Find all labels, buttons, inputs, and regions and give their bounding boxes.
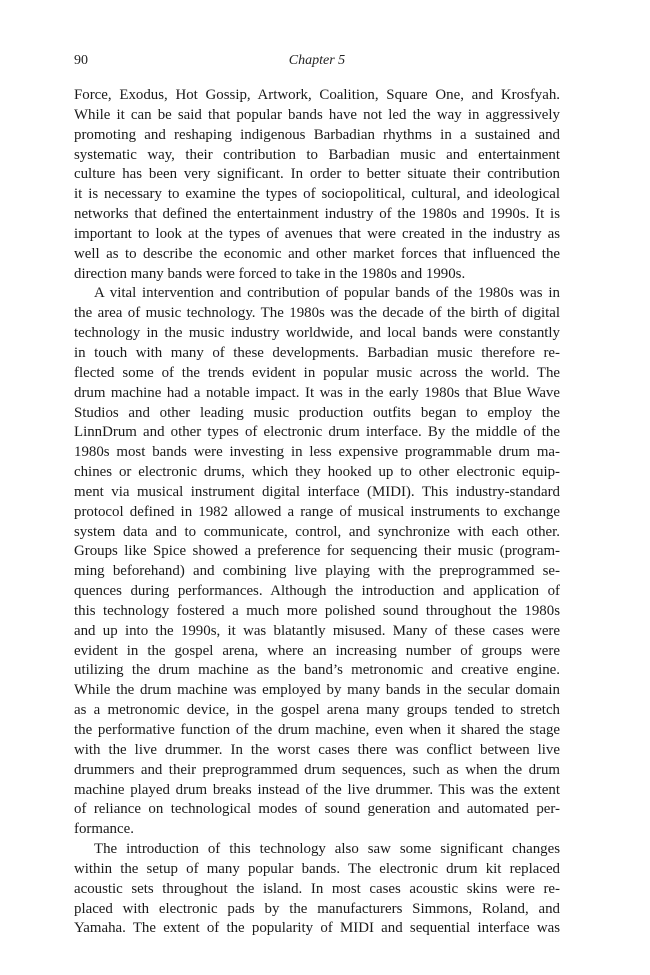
text-line: machine played drum breaks instead of the live drummer. This was the extent [74,781,560,798]
text-line: networks that defined the entertainment industry of the 1980s and 1990s. It is [74,206,560,223]
text-line: ming beforehand) and combining live playing with the preprogrammed se- [74,563,560,580]
text-line: the performative function of the drum machine, even when it shared the stage [74,722,560,738]
page-number: 90 [74,53,88,68]
text-line: A vital intervention and contribution of popular bands of the 1980s was in [94,285,560,302]
text-line: protocol defined in 1982 allowed a range of musical instruments to exchange [74,503,560,520]
text-line: evident in the gospel arena, where an increasing number of groups were [74,642,560,659]
text-line: culture has been very significant. In order to better situate their contribution [74,166,560,183]
body-text [74,86,560,939]
text-line: formance. [74,821,134,838]
text-line: While the drum machine was employed by many bands in the secular domain [74,682,560,699]
text-line: chines or electronic drums, which they hooked up to other electronic equip- [74,464,560,481]
text-line: flected some of the trends evident in popular music across the world. The [74,364,560,381]
text-line: it is necessary to examine the types of sociopolitical, cultural, and ideological [74,186,560,203]
text-line: promoting and reshaping indigenous Barbadian rhythms in a sustained and [74,126,560,143]
page-header [74,53,560,73]
text-line: direction many bands were forced to take in the 1980s and 1990s. [74,265,466,282]
text-line: drum machine had a notable impact. It was in the early 1980s that Blue Wave [74,384,560,401]
text-line: placed with electronic pads by the manufacturers Simmons, Roland, and [74,900,560,917]
text-line: Yamaha. The extent of the popularity of MIDI and sequential interface was [74,920,560,937]
text-line: important to look at the types of avenues that were created in the industry as [74,225,560,242]
text-line: While it can be said that popular bands have not led the way in aggressively [74,106,560,123]
text-line: Groups like Spice showed a preference for sequencing their music (program- [74,543,560,560]
text-line: as a metronomic device, in the gospel arena many groups tended to stretch [74,702,560,719]
text-line: within the setup of many popular bands. The electronic drum kit replaced [74,860,560,877]
text-line: The introduction of this technology also saw some significant changes [94,841,560,858]
text-line: 1980s most bands were investing in less expensive programmable drum ma- [74,444,560,461]
text-line: utilizing the drum machine as the band’s metronomic and creative engine. [74,662,560,679]
text-line: quences during performances. Although the introduction and application of [74,583,560,600]
text-line: acoustic sets throughout the island. In most cases acoustic skins were re- [74,880,560,897]
text-line: systematic way, their contribution to Barbadian music and entertainment [74,146,560,163]
text-line: Studios and other leading music production outfits began to employ the [74,404,560,421]
text-line: system data and to communicate, control, and synchronize with each other. [74,523,560,540]
text-line: and up into the 1990s, it was blatantly misused. Many of these cases were [74,622,560,639]
text-line: the area of music technology. The 1980s was the decade of the birth of digital [74,305,560,322]
text-line: this technology fostered a much more polished sound throughout the 1980s [74,602,560,619]
running-head: Chapter 5 [288,53,346,68]
text-line: technology in the music industry worldwide, and local bands were constantly [74,325,560,342]
text-line: in touch with many of these developments. Barbadian music therefore re- [74,344,560,361]
text-line: LinnDrum and other types of electronic drum interface. By the middle of the [74,424,560,441]
text-line: of reliance on technological modes of sound generation and automated per- [74,801,560,818]
text-line: with the live drummer. In the worst cases there was conflict between live [74,741,560,758]
text-line: drummers and their preprogrammed drum sequences, such as when the drum [74,761,560,778]
text-line: ment via musical instrument digital interface (MIDI). This industry-standard [74,483,560,500]
text-line: well as to describe the economic and other market forces that influenced the [74,245,560,262]
text-line: Force, Exodus, Hot Gossip, Artwork, Coalition, Square One, and Krosfyah. [74,87,560,103]
